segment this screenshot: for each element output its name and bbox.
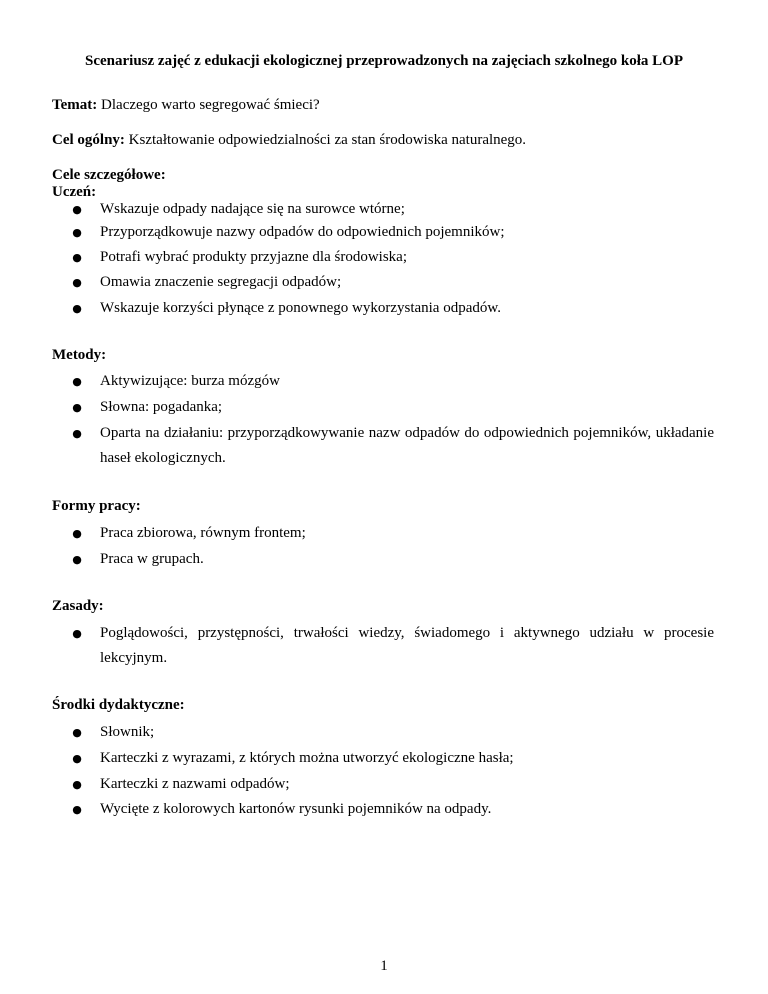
teaching-aid-text: Karteczki z nazwami odpadów; (100, 776, 290, 792)
document-title: Scenariusz zajęć z edukacji ekologicznej przeprowadzonych na zajęciach szkolnego koła LOP (85, 53, 683, 69)
bullet-icon: ● (72, 627, 82, 640)
teaching-aid-text: Słownik; (100, 724, 155, 740)
principle-text: Poglądowości, przystępności, trwałości wiedzy, świadomego i aktywnego udziału w procesie lekcyjnym. (100, 625, 714, 666)
page-number: 1 (380, 958, 388, 974)
method-text: Słowna: pogadanka; (100, 399, 223, 415)
document-page (52, 0, 716, 994)
bullet-icon: ● (72, 251, 82, 264)
bullet-icon: ● (72, 226, 82, 239)
bullet-icon: ● (72, 726, 82, 739)
methods-heading: Metody: (52, 347, 107, 363)
specific-goal-text: Potrafi wybrać produkty przyjazne dla środowiska; (100, 249, 407, 265)
specific-goals-heading: Cele szczegółowe: (52, 167, 166, 183)
topic-line (52, 97, 716, 114)
bullet-icon: ● (72, 375, 82, 388)
topic-value: Dlaczego warto segregować śmieci? (101, 97, 320, 113)
topic-label: Temat: (52, 97, 98, 113)
principles-heading: Zasady: (52, 598, 104, 614)
bullet-icon: ● (72, 427, 82, 440)
specific-goal-text: Przyporządkowuje nazwy odpadów do odpowiednich pojemników; (100, 224, 505, 240)
specific-goal-text: Omawia znaczenie segregacji odpadów; (100, 274, 342, 290)
specific-goal-text: Wskazuje odpady nadające się na surowce wtórne; (100, 201, 405, 217)
bullet-icon: ● (72, 203, 82, 216)
general-goal-label: Cel ogólny: (52, 132, 125, 148)
specific-goal-text: Wskazuje korzyści płynące z ponownego wykorzystania odpadów. (100, 300, 501, 316)
bullet-icon: ● (72, 778, 82, 791)
work-form-text: Praca w grupach. (100, 551, 204, 567)
method-text: Oparta na działaniu: przyporządkowywanie nazw odpadów do odpowiednich pojemników, układanie haseł ekologicznych. (100, 425, 714, 466)
work-forms-heading: Formy pracy: (52, 498, 141, 514)
bullet-icon: ● (72, 276, 82, 289)
bullet-icon: ● (72, 803, 82, 816)
teaching-aid-text: Wycięte z kolorowych kartonów rysunki pojemników na odpady. (100, 801, 492, 817)
bullet-icon: ● (72, 302, 82, 315)
bullet-icon: ● (72, 752, 82, 765)
general-goal-line (52, 132, 716, 149)
bullet-icon: ● (72, 527, 82, 540)
teaching-aids-heading: Środki dydaktyczne: (52, 697, 185, 713)
teaching-aid-text: Karteczki z wyrazami, z których można utworzyć ekologiczne hasła; (100, 750, 514, 766)
general-goal-value: Kształtowanie odpowiedzialności za stan środowiska naturalnego. (128, 132, 527, 148)
bullet-icon: ● (72, 401, 82, 414)
method-text: Aktywizujące: burza mózgów (100, 373, 280, 389)
work-form-text: Praca zbiorowa, równym frontem; (100, 525, 306, 541)
specific-goals-subheading: Uczeń: (52, 184, 97, 200)
bullet-icon: ● (72, 553, 82, 566)
